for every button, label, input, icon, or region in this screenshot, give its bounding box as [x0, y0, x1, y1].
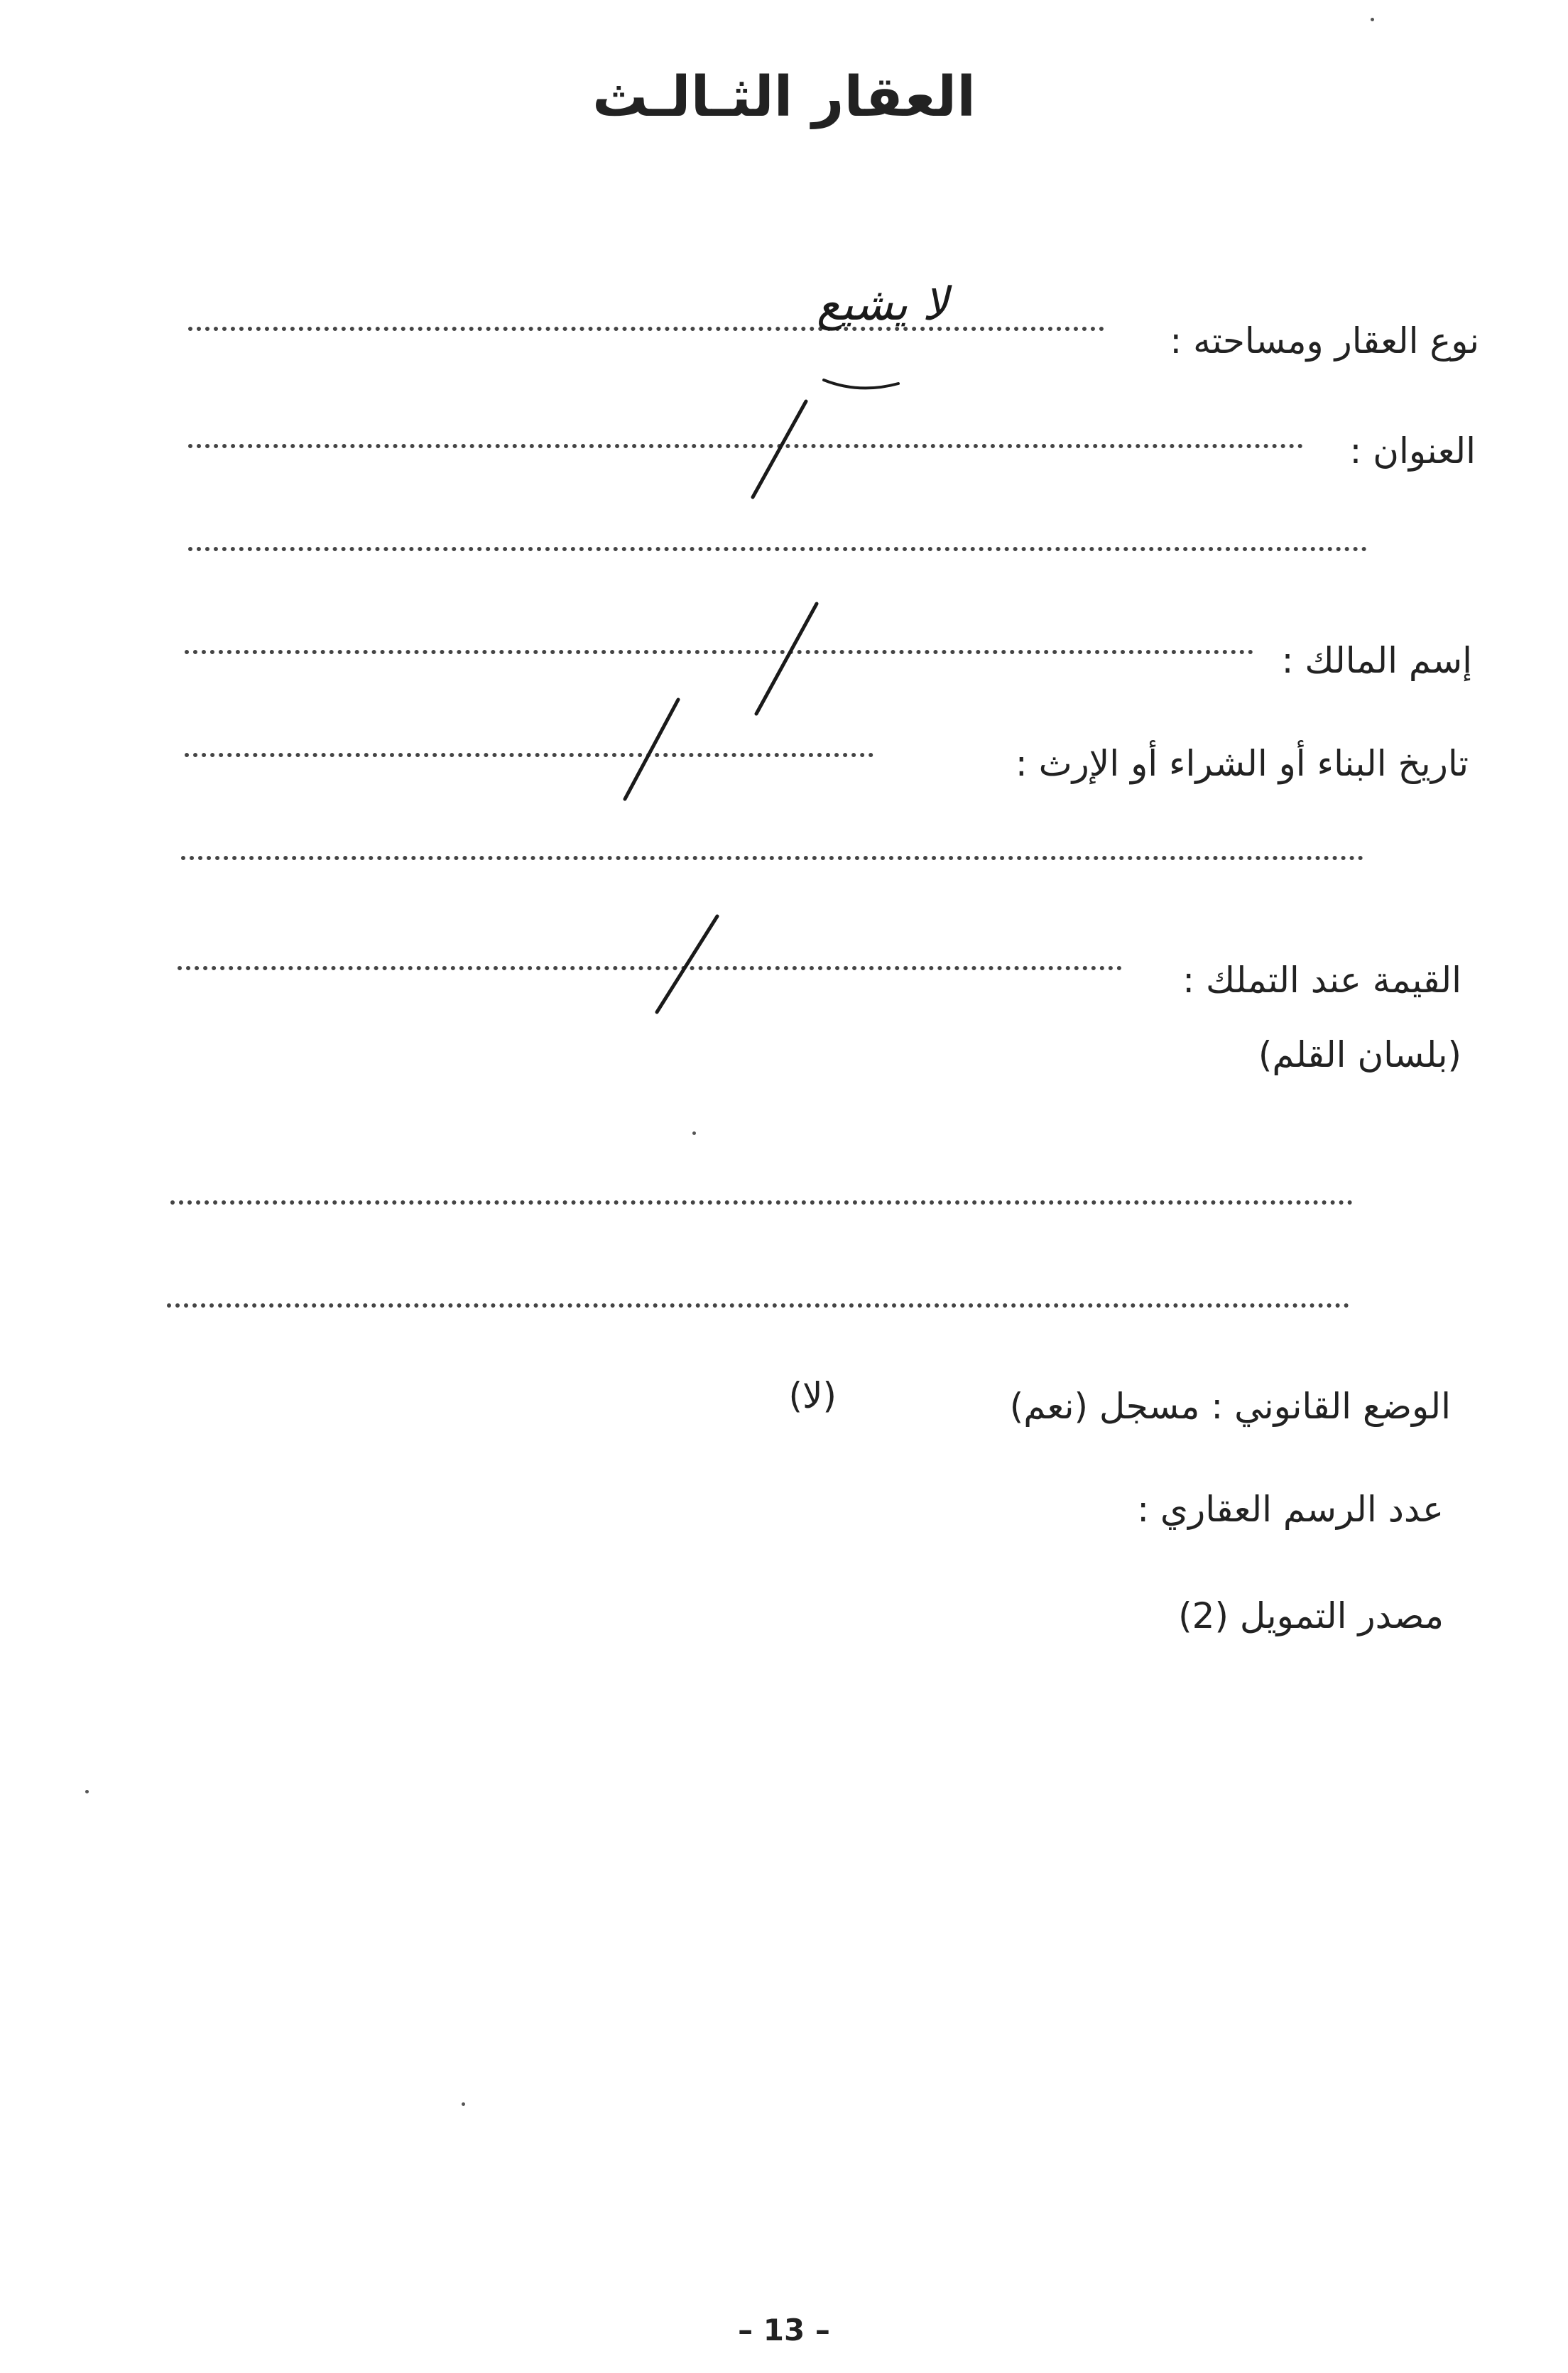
acquisition-date-field-line-2[interactable]	[181, 856, 1363, 860]
property-type-handwritten-value: لا يشيع	[817, 278, 949, 331]
legal-status-label: الوضع القانوني : مسجل (نعم)	[1009, 1386, 1451, 1427]
page-title: العقار الثـالـث	[592, 65, 976, 129]
value-in-words-line-2[interactable]	[167, 1303, 1349, 1308]
owner-name-label: إسم المالك :	[1281, 640, 1472, 681]
scan-speck	[462, 2102, 465, 2106]
funding-source-label: مصدر التمويل (2)	[1178, 1595, 1444, 1636]
scan-speck	[85, 1790, 89, 1793]
address-field-line-2[interactable]	[188, 547, 1367, 551]
acquisition-date-field[interactable]	[185, 753, 873, 757]
address-field[interactable]	[188, 444, 1303, 448]
strike-mark-type-underline	[824, 380, 898, 388]
property-type-label: نوع العقار ومساحته :	[1170, 320, 1479, 362]
strike-mark-date	[625, 700, 678, 799]
strike-mark-owner	[756, 604, 817, 714]
value-in-words-note: (بلسان القلم)	[1258, 1034, 1461, 1075]
owner-name-field[interactable]	[185, 650, 1253, 654]
scan-speck	[692, 1131, 696, 1135]
deed-number-label: عدد الرسم العقاري :	[1137, 1489, 1444, 1530]
scan-speck	[1371, 18, 1374, 21]
strike-mark-address	[753, 401, 806, 497]
property-type-field[interactable]	[188, 327, 1104, 331]
acquisition-date-label: تاريخ البناء أو الشراء أو الإرث :	[1015, 743, 1469, 784]
strike-mark-value	[657, 916, 717, 1012]
page-number: – 13 –	[738, 2313, 830, 2347]
value-label: القيمة عند التملك :	[1182, 960, 1461, 1001]
address-label: العنوان :	[1349, 430, 1476, 472]
legal-status-option-no[interactable]: (لا)	[788, 1375, 837, 1416]
value-in-words-line-1[interactable]	[170, 1200, 1353, 1205]
value-field[interactable]	[178, 966, 1122, 970]
